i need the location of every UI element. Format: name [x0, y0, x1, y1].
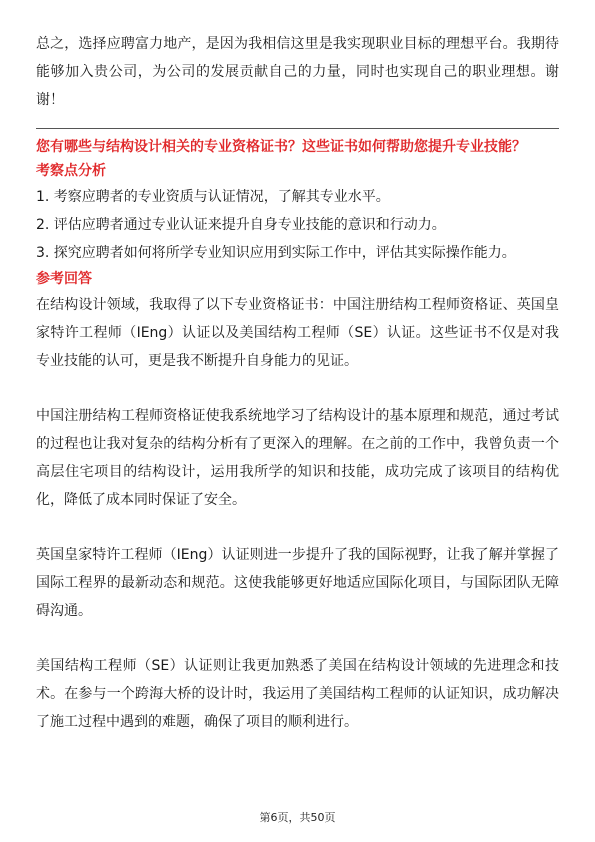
analysis-heading: 考察点分析: [36, 163, 106, 179]
analysis-point: 1. 考察应聘者的专业资质与认证情况，了解其专业水平。: [36, 189, 390, 205]
paragraph-gap: [36, 625, 559, 652]
question-text: 您有哪些与结构设计相关的专业资格证书？这些证书如何帮助您提升专业技能？: [36, 139, 526, 155]
page-content: [36, 30, 559, 736]
intro-closing-paragraph: 总之，选择应聘富力地产，是因为我相信这里是我实现职业目标的理想平台。我期待能够加入贵公司，为公司的发展贡献自己的力量，同时也实现自己的职业理想。谢谢！: [36, 36, 559, 108]
analysis-point: 2. 评估应聘者通过专业认证来提升自身专业技能的意识和行动力。: [36, 217, 446, 233]
answer-paragraph: 美国结构工程师（SE）认证则让我更加熟悉了美国在结构设计领域的先进理念和技术。在参与一个跨海大桥的设计时，我运用了美国结构工程师的认证知识，成功解决了施工过程中遇到的难题，确保了项目的顺利进行。: [36, 658, 559, 730]
answer-heading: 参考回答: [36, 271, 92, 287]
page-number-footer: 第6页，共50页: [259, 811, 336, 824]
paragraph-gap: [36, 375, 559, 402]
analysis-point: 3. 探究应聘者如何将所学专业知识应用到实际工作中，评估其实际操作能力。: [36, 245, 516, 261]
answer-paragraph: 在结构设计领域，我取得了以下专业资格证书：中国注册结构工程师资格证、英国皇家特许工程师（IEng）认证以及美国结构工程师（SE）认证。这些证书不仅是对我专业技能的认可，更是我不断提升自身能力的见证。: [36, 297, 559, 369]
answer-paragraph: 英国皇家特许工程师（IEng）认证则进一步提升了我的国际视野，让我了解并掌握了国际工程界的最新动态和规范。这使我能够更好地适应国际化项目，与国际团队无障碍沟通。: [36, 547, 559, 619]
section-divider: [36, 128, 559, 129]
paragraph-gap: [36, 514, 559, 541]
answer-paragraph: 中国注册结构工程师资格证使我系统地学习了结构设计的基本原理和规范，通过考试的过程也让我对复杂的结构分析有了更深入的理解。在之前的工作中，我曾负责一个高层住宅项目的结构设计，运用我所学的知识和技能，成功完成了该项目的结构优化，降低了成本同时保证了安全。: [36, 408, 559, 508]
